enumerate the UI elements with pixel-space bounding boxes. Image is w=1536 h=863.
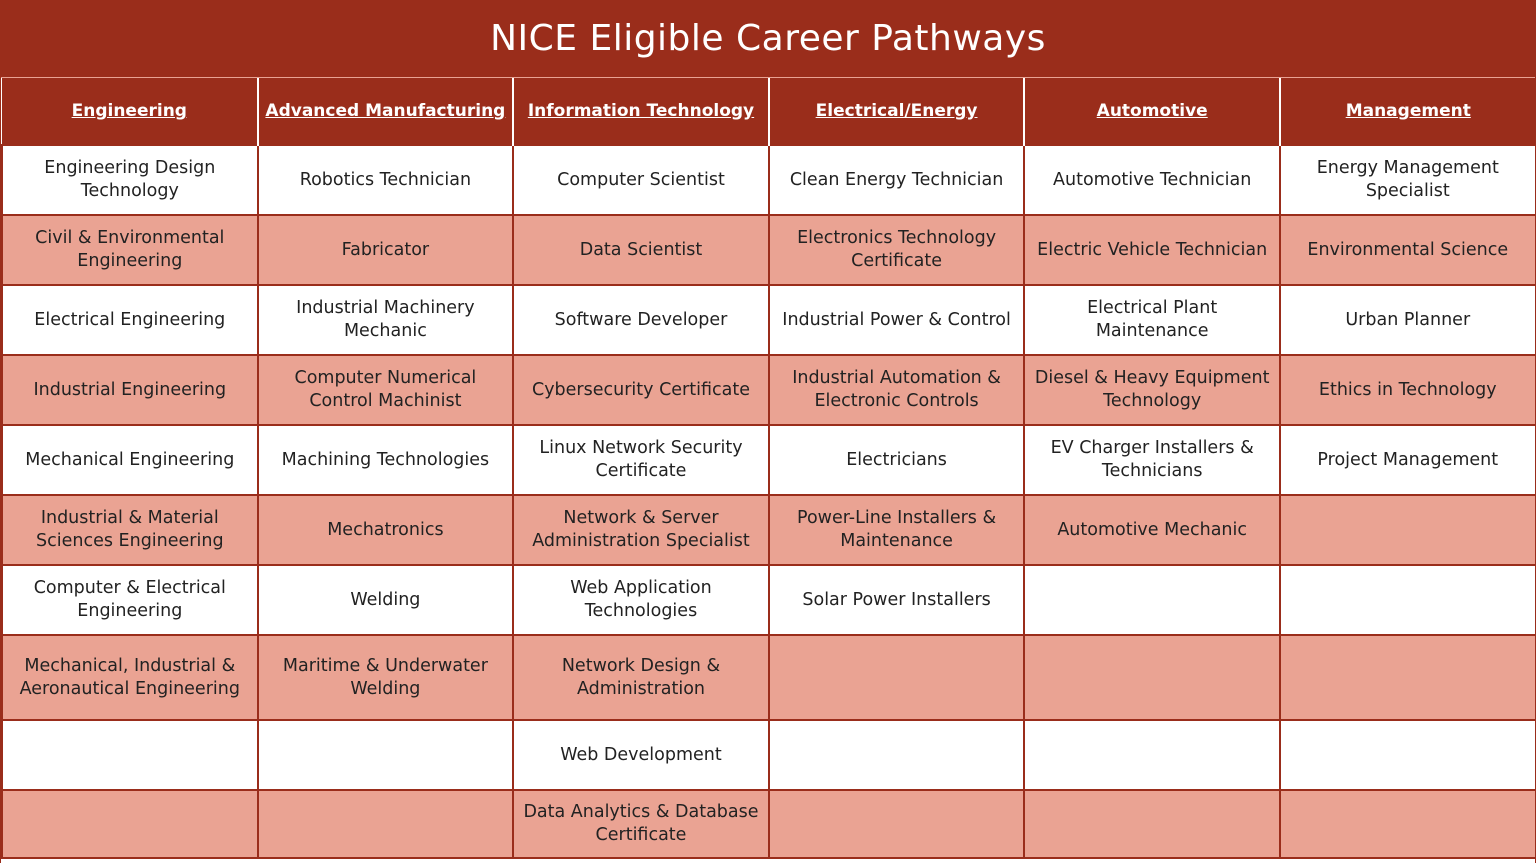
- table-cell: [258, 720, 514, 790]
- table-cell: Network & Server Administration Specialist: [513, 495, 769, 565]
- table-cell: Mechanical, Industrial & Aeronautical Engineering: [2, 635, 258, 720]
- table-cell: Electricians: [769, 425, 1025, 495]
- table-cell: Electrical Plant Maintenance: [1024, 285, 1280, 355]
- column-header-management: Management: [1280, 78, 1536, 145]
- pathways-table: [1, 78, 1536, 859]
- table-cell: Computer & Electrical Engineering: [2, 565, 258, 635]
- table-cell: Welding: [258, 565, 514, 635]
- table-cell: Maritime & Underwater Welding: [258, 635, 514, 720]
- table-cell: [1280, 790, 1536, 858]
- column-header-advanced-manufacturing: Advanced Manufacturing: [258, 78, 514, 145]
- table-cell: [1024, 565, 1280, 635]
- table-cell: Mechanical Engineering: [2, 425, 258, 495]
- table-cell: [1024, 720, 1280, 790]
- table-cell: Industrial Engineering: [2, 355, 258, 425]
- table-cell: Engineering Design Technology: [2, 145, 258, 215]
- table-cell: Software Developer: [513, 285, 769, 355]
- table-cell: [1280, 720, 1536, 790]
- table-cell: Solar Power Installers: [769, 565, 1025, 635]
- table-cell: Data Scientist: [513, 215, 769, 285]
- table-cell: [1024, 635, 1280, 720]
- table-cell: Power-Line Installers & Maintenance: [769, 495, 1025, 565]
- table-cell: Electrical Engineering: [2, 285, 258, 355]
- table-cell: Environmental Science: [1280, 215, 1536, 285]
- table-cell: EV Charger Installers & Technicians: [1024, 425, 1280, 495]
- table-row: [2, 565, 1536, 635]
- table-cell: [2, 790, 258, 858]
- column-header-information-technology: Information Technology: [513, 78, 769, 145]
- table-cell: Industrial Automation & Electronic Controls: [769, 355, 1025, 425]
- table-row: [2, 285, 1536, 355]
- table-cell: Web Development: [513, 720, 769, 790]
- table-cell: [769, 720, 1025, 790]
- table-cell: [1024, 790, 1280, 858]
- header-row: [2, 78, 1536, 145]
- table-cell: [258, 790, 514, 858]
- table-cell: [2, 720, 258, 790]
- table-row: [2, 495, 1536, 565]
- table-cell: Automotive Mechanic: [1024, 495, 1280, 565]
- table-cell: Energy Management Specialist: [1280, 145, 1536, 215]
- table-row: [2, 635, 1536, 720]
- table-row: [2, 145, 1536, 215]
- table-cell: Civil & Environmental Engineering: [2, 215, 258, 285]
- table-cell: Network Design & Administration: [513, 635, 769, 720]
- table-cell: Electronics Technology Certificate: [769, 215, 1025, 285]
- table-cell: [769, 635, 1025, 720]
- table-row: [2, 790, 1536, 858]
- table-cell: Computer Numerical Control Machinist: [258, 355, 514, 425]
- table-cell: Robotics Technician: [258, 145, 514, 215]
- table-cell: [769, 790, 1025, 858]
- table-cell: Diesel & Heavy Equipment Technology: [1024, 355, 1280, 425]
- page-title: NICE Eligible Career Pathways: [1, 0, 1535, 78]
- table-cell: Ethics in Technology: [1280, 355, 1536, 425]
- table-row: [2, 355, 1536, 425]
- table-cell: Fabricator: [258, 215, 514, 285]
- table-cell: Web Application Technologies: [513, 565, 769, 635]
- table-row: [2, 425, 1536, 495]
- table-cell: Computer Scientist: [513, 145, 769, 215]
- table-cell: [1280, 635, 1536, 720]
- table-cell: Clean Energy Technician: [769, 145, 1025, 215]
- table-cell: [1280, 495, 1536, 565]
- column-header-automotive: Automotive: [1024, 78, 1280, 145]
- table-cell: Cybersecurity Certificate: [513, 355, 769, 425]
- table-cell: Industrial Machinery Mechanic: [258, 285, 514, 355]
- table-cell: [1280, 565, 1536, 635]
- column-header-engineering: Engineering: [2, 78, 258, 145]
- table-cell: Project Management: [1280, 425, 1536, 495]
- table-cell: Data Analytics & Database Certificate: [513, 790, 769, 858]
- table-cell: Linux Network Security Certificate: [513, 425, 769, 495]
- table-cell: Electric Vehicle Technician: [1024, 215, 1280, 285]
- column-header-electrical-energy: Electrical/Energy: [769, 78, 1025, 145]
- table-cell: Machining Technologies: [258, 425, 514, 495]
- table-cell: Mechatronics: [258, 495, 514, 565]
- table-cell: Industrial Power & Control: [769, 285, 1025, 355]
- table-cell: Urban Planner: [1280, 285, 1536, 355]
- table-cell: Industrial & Material Sciences Engineering: [2, 495, 258, 565]
- table-row: [2, 720, 1536, 790]
- table-row: [2, 215, 1536, 285]
- table-cell: Automotive Technician: [1024, 145, 1280, 215]
